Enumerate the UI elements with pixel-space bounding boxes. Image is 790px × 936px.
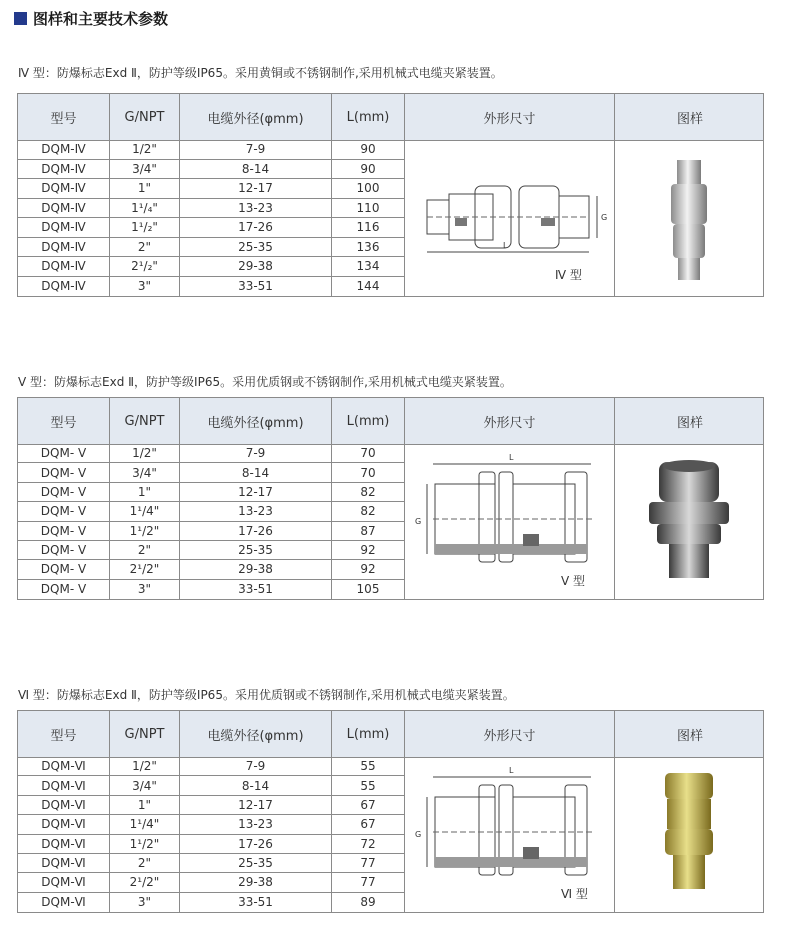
cell-l: 87 (332, 522, 405, 540)
cell-g: 1¹/4" (110, 502, 180, 520)
photo-part (649, 502, 729, 524)
table-row (18, 160, 405, 180)
type-label: Ⅵ 型 (561, 887, 588, 901)
cell-l: 116 (332, 218, 405, 237)
cell-dia: 7-9 (180, 140, 332, 159)
seal-section (523, 847, 539, 859)
column-header: 外形尺寸 (405, 711, 615, 757)
dimension-g-label: G (601, 213, 608, 222)
cell-l: 92 (332, 541, 405, 559)
heading-text: 图样和主要技术参数 (33, 10, 169, 28)
cell-model: DQM-Ⅳ (18, 160, 110, 179)
spec-table (17, 93, 764, 297)
cell-dia: 13-23 (180, 815, 332, 833)
cell-g: 2" (110, 854, 180, 872)
cell-model: DQM- Ⅴ (18, 580, 110, 599)
seal-section (523, 534, 539, 546)
cell-dia: 12-17 (180, 179, 332, 198)
table-row (18, 560, 405, 579)
cell-l: 77 (332, 854, 405, 872)
cell-g: 3/4" (110, 160, 180, 179)
cell-model: DQM-Ⅵ (18, 893, 110, 912)
cell-dia: 25-35 (180, 238, 332, 257)
table-body (18, 444, 763, 599)
seal-section (455, 218, 467, 226)
cell-g: 1" (110, 796, 180, 814)
cell-dia: 13-23 (180, 502, 332, 520)
cell-l: 72 (332, 835, 405, 853)
column-header: 电缆外径(φmm) (180, 711, 332, 757)
column-header: 电缆外径(φmm) (180, 94, 332, 140)
product-photo-svg (615, 757, 765, 912)
cell-g: 3/4" (110, 463, 180, 481)
table-row (18, 815, 405, 834)
cell-l: 90 (332, 160, 405, 179)
column-header: L(mm) (332, 711, 405, 757)
table-row (18, 776, 405, 795)
cell-l: 55 (332, 757, 405, 775)
cell-g: 2¹/₂" (110, 257, 180, 276)
cell-dia: 13-23 (180, 199, 332, 218)
table-row (18, 483, 405, 502)
dimension-drawing (405, 444, 615, 599)
column-header: 型号 (18, 94, 110, 140)
cell-dia: 8-14 (180, 160, 332, 179)
dimension-l-label: L (509, 453, 514, 462)
column-header: 电缆外径(φmm) (180, 398, 332, 444)
cell-model: DQM-Ⅵ (18, 873, 110, 891)
cell-g: 2¹/2" (110, 873, 180, 891)
column-header: 图样 (676, 111, 703, 127)
column-header: 图样 (676, 415, 703, 431)
cell-g: 1¹/₄" (110, 199, 180, 218)
column-header: G/NPT (110, 711, 180, 757)
cell-g: 1¹/2" (110, 835, 180, 853)
cell-dia: 7-9 (180, 757, 332, 775)
cell-l: 55 (332, 776, 405, 794)
cell-l: 70 (332, 444, 405, 462)
page-heading (14, 8, 168, 29)
photo-part (665, 773, 713, 799)
photo-part (667, 799, 711, 829)
cell-dia: 29-38 (180, 257, 332, 276)
cell-g: 1/2" (110, 444, 180, 462)
cell-dia: 8-14 (180, 776, 332, 794)
cell-dia: 8-14 (180, 463, 332, 481)
photo-part (677, 160, 701, 184)
column-header: G/NPT (110, 94, 180, 140)
photo-part (671, 184, 707, 224)
table-header (18, 398, 763, 445)
cross-section (435, 857, 587, 867)
cell-model: DQM-Ⅵ (18, 854, 110, 872)
table-row (18, 796, 405, 815)
product-photo-svg (615, 444, 765, 599)
table-row (18, 218, 405, 238)
cell-l: 105 (332, 580, 405, 599)
cell-dia: 17-26 (180, 835, 332, 853)
cell-l: 134 (332, 257, 405, 276)
cell-l: 110 (332, 199, 405, 218)
column-header: L(mm) (332, 398, 405, 444)
dimension-g-label: G (415, 517, 422, 526)
cell-g: 2¹/2" (110, 560, 180, 578)
table-row (18, 140, 405, 160)
heading-square-icon (14, 12, 27, 25)
cell-model: DQM-Ⅵ (18, 776, 110, 794)
column-header: 型号 (18, 398, 110, 444)
cell-model: DQM-Ⅳ (18, 218, 110, 237)
table-row (18, 502, 405, 521)
photo-part (663, 460, 715, 472)
photo-part (673, 224, 705, 258)
spec-table (17, 397, 764, 600)
product-photo (615, 757, 765, 912)
cell-g: 1¹/₂" (110, 218, 180, 237)
cell-model: DQM- Ⅴ (18, 444, 110, 462)
table-row (18, 873, 405, 892)
cell-l: 100 (332, 179, 405, 198)
cell-model: DQM-Ⅳ (18, 257, 110, 276)
column-header: 外形尺寸 (405, 94, 615, 140)
photo-part (678, 258, 700, 280)
product-photo-svg (615, 140, 765, 296)
cell-model: DQM-Ⅳ (18, 277, 110, 297)
cell-dia: 17-26 (180, 522, 332, 540)
cell-l: 67 (332, 815, 405, 833)
dimension-l-label: L (509, 766, 514, 775)
cell-g: 2" (110, 541, 180, 559)
cell-model: DQM- Ⅴ (18, 502, 110, 520)
product-photo (615, 444, 765, 599)
cell-model: DQM- Ⅴ (18, 522, 110, 540)
table-row (18, 757, 405, 776)
column-header: 图样 (676, 728, 703, 744)
cell-l: 89 (332, 893, 405, 912)
cell-g: 1" (110, 179, 180, 198)
cell-g: 3" (110, 580, 180, 599)
table-row (18, 854, 405, 873)
cell-l: 90 (332, 140, 405, 159)
column-header: 外形尺寸 (405, 398, 615, 444)
table-row (18, 580, 405, 599)
dimension-l-label: L (503, 241, 508, 250)
cell-model: DQM- Ⅴ (18, 483, 110, 501)
cell-l: 136 (332, 238, 405, 257)
table-row (18, 541, 405, 560)
photo-part (665, 829, 713, 855)
cell-g: 1¹/2" (110, 522, 180, 540)
cell-dia: 33-51 (180, 580, 332, 599)
cell-l: 77 (332, 873, 405, 891)
table-row (18, 522, 405, 541)
cell-model: DQM-Ⅵ (18, 796, 110, 814)
table-row (18, 277, 405, 297)
cell-l: 144 (332, 277, 405, 297)
photo-part (657, 524, 721, 544)
cell-dia: 33-51 (180, 893, 332, 912)
cross-section (435, 544, 587, 554)
section-description: Ⅴ 型：防爆标志Exd Ⅱ，防护等级IP65。采用优质钢或不锈钢制作,采用机械式电缆夹紧装置。 (18, 375, 512, 389)
product-photo (615, 140, 765, 296)
fitting-drawing-svg (405, 140, 615, 296)
cell-g: 1" (110, 483, 180, 501)
seal-section (541, 218, 555, 226)
table-row (18, 463, 405, 482)
cell-model: DQM- Ⅴ (18, 541, 110, 559)
table-row (18, 238, 405, 258)
table-row (18, 257, 405, 277)
table-row (18, 199, 405, 219)
cell-dia: 25-35 (180, 854, 332, 872)
cell-model: DQM-Ⅵ (18, 815, 110, 833)
dimension-g-label: G (415, 830, 422, 839)
cell-dia: 29-38 (180, 873, 332, 891)
cell-l: 67 (332, 796, 405, 814)
column-header: 型号 (18, 711, 110, 757)
spec-table (17, 710, 764, 913)
table-body (18, 757, 763, 912)
cell-model: DQM-Ⅵ (18, 835, 110, 853)
cell-l: 92 (332, 560, 405, 578)
table-body (18, 140, 763, 296)
cell-g: 3" (110, 893, 180, 912)
section-description: Ⅵ 型：防爆标志Exd Ⅱ，防护等级IP65。采用优质钢或不锈钢制作,采用机械式电缆夹紧装置。 (18, 688, 515, 702)
cell-model: DQM-Ⅳ (18, 199, 110, 218)
cell-dia: 29-38 (180, 560, 332, 578)
dimension-drawing (405, 757, 615, 912)
cell-g: 1/2" (110, 140, 180, 159)
section-description: Ⅳ 型：防爆标志Exd Ⅱ，防护等级IP65。采用黄铜或不锈钢制作,采用机械式电缆夹紧装置。 (18, 66, 503, 80)
cell-model: DQM-Ⅳ (18, 179, 110, 198)
table-row (18, 179, 405, 199)
table-row (18, 444, 405, 463)
type-label: Ⅴ 型 (561, 574, 586, 588)
cell-model: DQM- Ⅴ (18, 463, 110, 481)
cell-l: 70 (332, 463, 405, 481)
cell-l: 82 (332, 502, 405, 520)
column-header: L(mm) (332, 94, 405, 140)
table-row (18, 835, 405, 854)
photo-part (673, 855, 705, 889)
cell-dia: 7-9 (180, 444, 332, 462)
photo-part (669, 544, 709, 578)
column-header: G/NPT (110, 398, 180, 444)
cell-model: DQM-Ⅳ (18, 238, 110, 257)
dimension-drawing (405, 140, 615, 296)
cell-l: 82 (332, 483, 405, 501)
table-header (18, 94, 763, 141)
cell-dia: 25-35 (180, 541, 332, 559)
cell-model: DQM- Ⅴ (18, 560, 110, 578)
cell-g: 1/2" (110, 757, 180, 775)
cell-g: 2" (110, 238, 180, 257)
table-header (18, 711, 763, 758)
cell-dia: 33-51 (180, 277, 332, 297)
cell-g: 1¹/4" (110, 815, 180, 833)
type-label: Ⅳ 型 (555, 268, 582, 282)
cell-dia: 17-26 (180, 218, 332, 237)
cell-g: 3" (110, 277, 180, 297)
cell-g: 3/4" (110, 776, 180, 794)
cell-model: DQM-Ⅵ (18, 757, 110, 775)
cell-dia: 12-17 (180, 483, 332, 501)
cell-model: DQM-Ⅳ (18, 140, 110, 159)
table-row (18, 893, 405, 912)
cell-dia: 12-17 (180, 796, 332, 814)
